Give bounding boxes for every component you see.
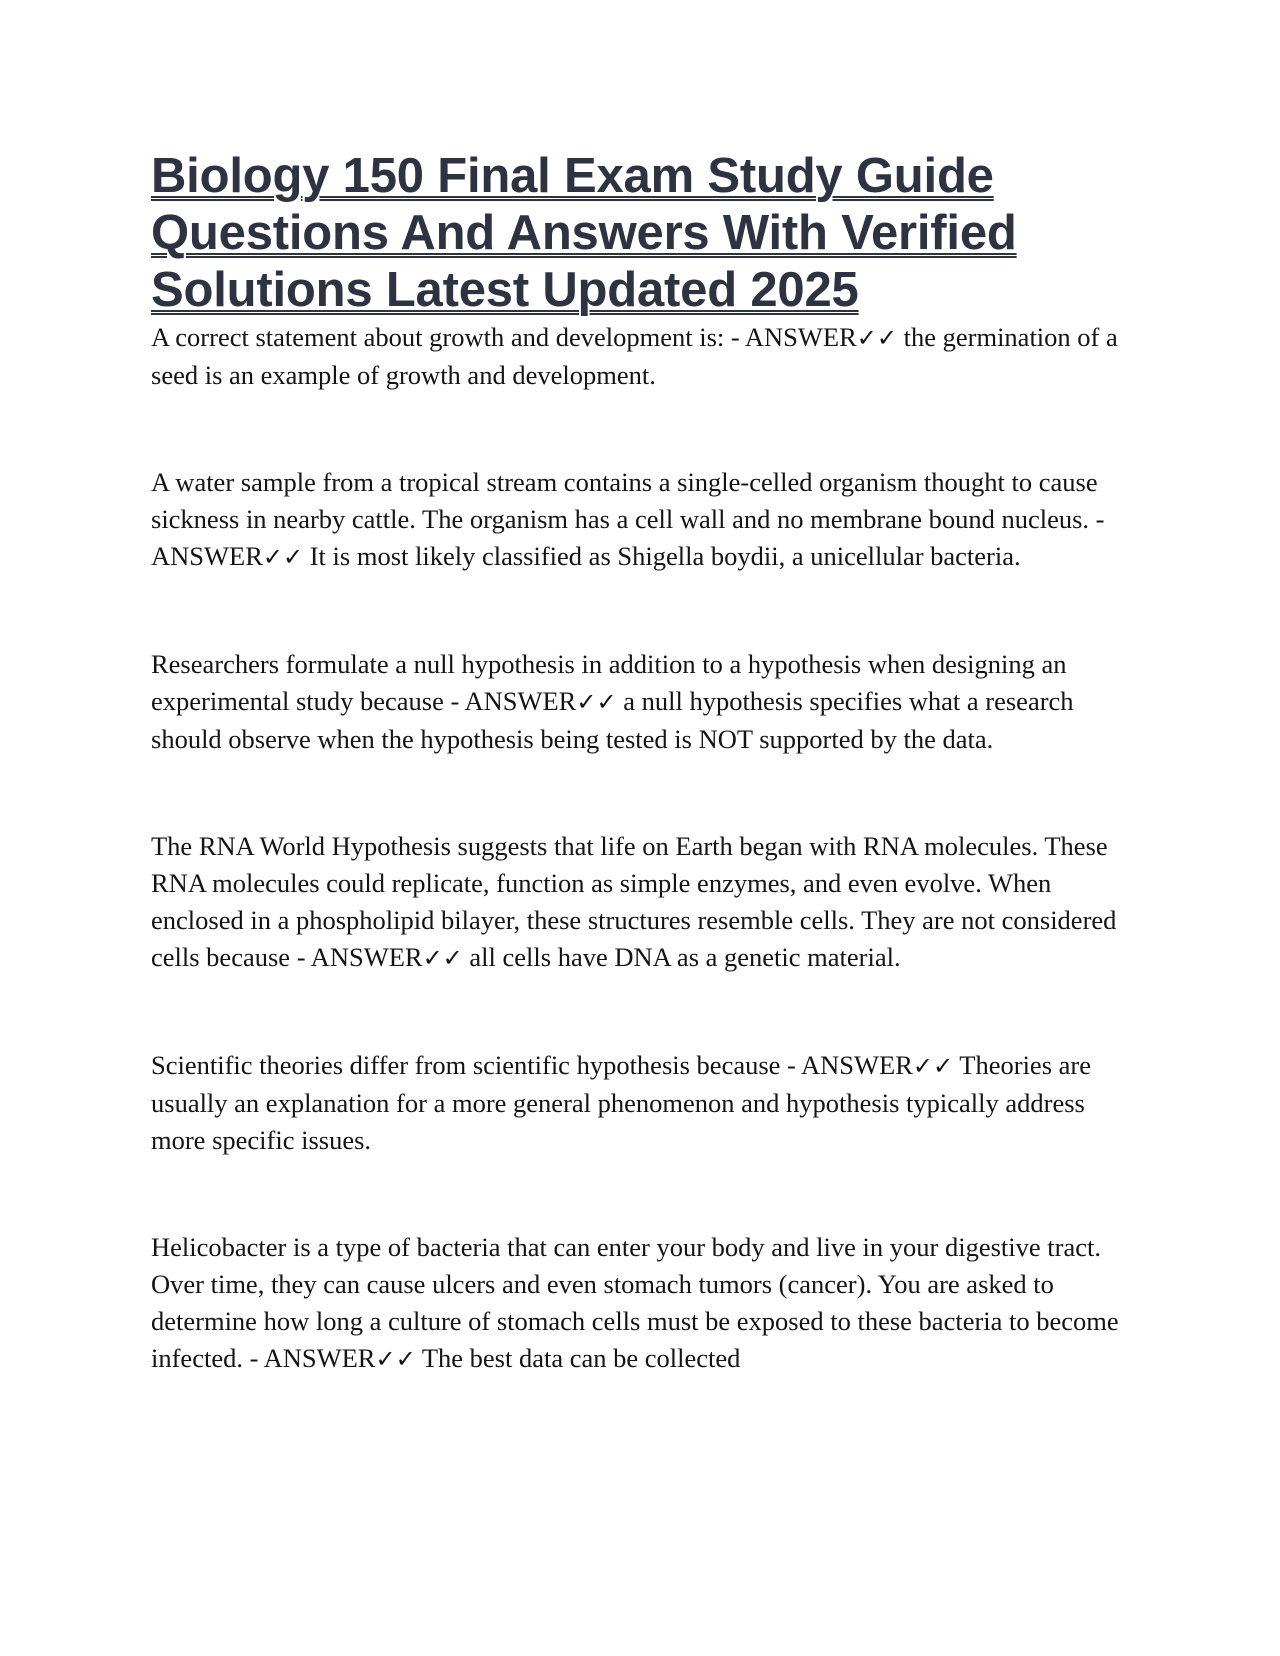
qa-item-4 — [151, 828, 1141, 977]
answer-text: all cells have DNA as a genetic material. — [469, 942, 901, 972]
answer-text: The best data can be collected — [421, 1343, 741, 1373]
check-marks-icon: ✓✓ — [576, 688, 617, 716]
check-marks-icon: ✓✓ — [375, 1345, 416, 1373]
answer-text: It is most likely classified as Shigella boydii, a unicellular bacteria. — [309, 541, 1021, 571]
question-text: Researchers formulate a null hypothesis in addition to a hypothesis when designing an experimental study because — [151, 649, 1067, 716]
qa-item-1 — [151, 319, 1141, 394]
question-text: Helicobacter is a type of bacteria that can enter your body and live in your digestive tract. Over time, they can cause ulcers and even stomach tumors (cancer). You are asked to determine how long a culture of stomach cells must be exposed to these bacteria to become infected. — [151, 1232, 1119, 1373]
answer-marker: - ANSWER — [787, 1050, 913, 1080]
answer-marker: - ANSWER — [249, 1343, 376, 1373]
answer-marker: - ANSWER — [730, 322, 857, 352]
answer-text: Theories are usually an explanation for a more general phenomenon and hypothesis typically address more specific issues. — [151, 1050, 1091, 1155]
check-marks-icon: ✓✓ — [912, 1052, 954, 1080]
question-text: The RNA World Hypothesis suggests that life on Earth began with RNA molecules. These RNA molecules could replicate, function as simple enzymes, and even evolve. When enclosed in a phospholipid bilayer, these structures resemble cells. They are not considered cells because — [151, 831, 1117, 972]
check-marks-icon: ✓✓ — [856, 324, 897, 352]
answer-text: a null hypothesis specifies what a research should observe when the hypothesis being tested is NOT supported by the data. — [151, 686, 1074, 754]
qa-item-5 — [151, 1047, 1141, 1159]
check-marks-icon: ✓✓ — [262, 543, 304, 571]
question-text: A water sample from a tropical stream contains a single-celled organism thought to cause sickness in nearby cattle. The organism has a cell wall and no membrane bound nucleus. — [151, 467, 1098, 534]
answer-marker: - ANSWER — [151, 504, 1105, 571]
check-marks-icon: ✓✓ — [422, 944, 463, 972]
question-text: A correct statement about growth and development is: — [151, 322, 725, 352]
qa-item-6 — [151, 1229, 1141, 1378]
qa-item-2 — [151, 464, 1141, 576]
document-title: Biology 150 Final Exam Study Guide Questions And Answers With Verified Solutions Latest Updated 2025 — [151, 149, 1017, 317]
document-content — [151, 148, 1141, 1378]
answer-marker: - ANSWER — [296, 942, 423, 972]
qa-item-3 — [151, 646, 1141, 758]
qa-list — [151, 319, 1141, 1378]
answer-marker: - ANSWER — [450, 686, 577, 716]
answer-text: the germination of a seed is an example of growth and development. — [151, 322, 1118, 390]
question-text: Scientific theories differ from scientific hypothesis because — [151, 1050, 781, 1080]
